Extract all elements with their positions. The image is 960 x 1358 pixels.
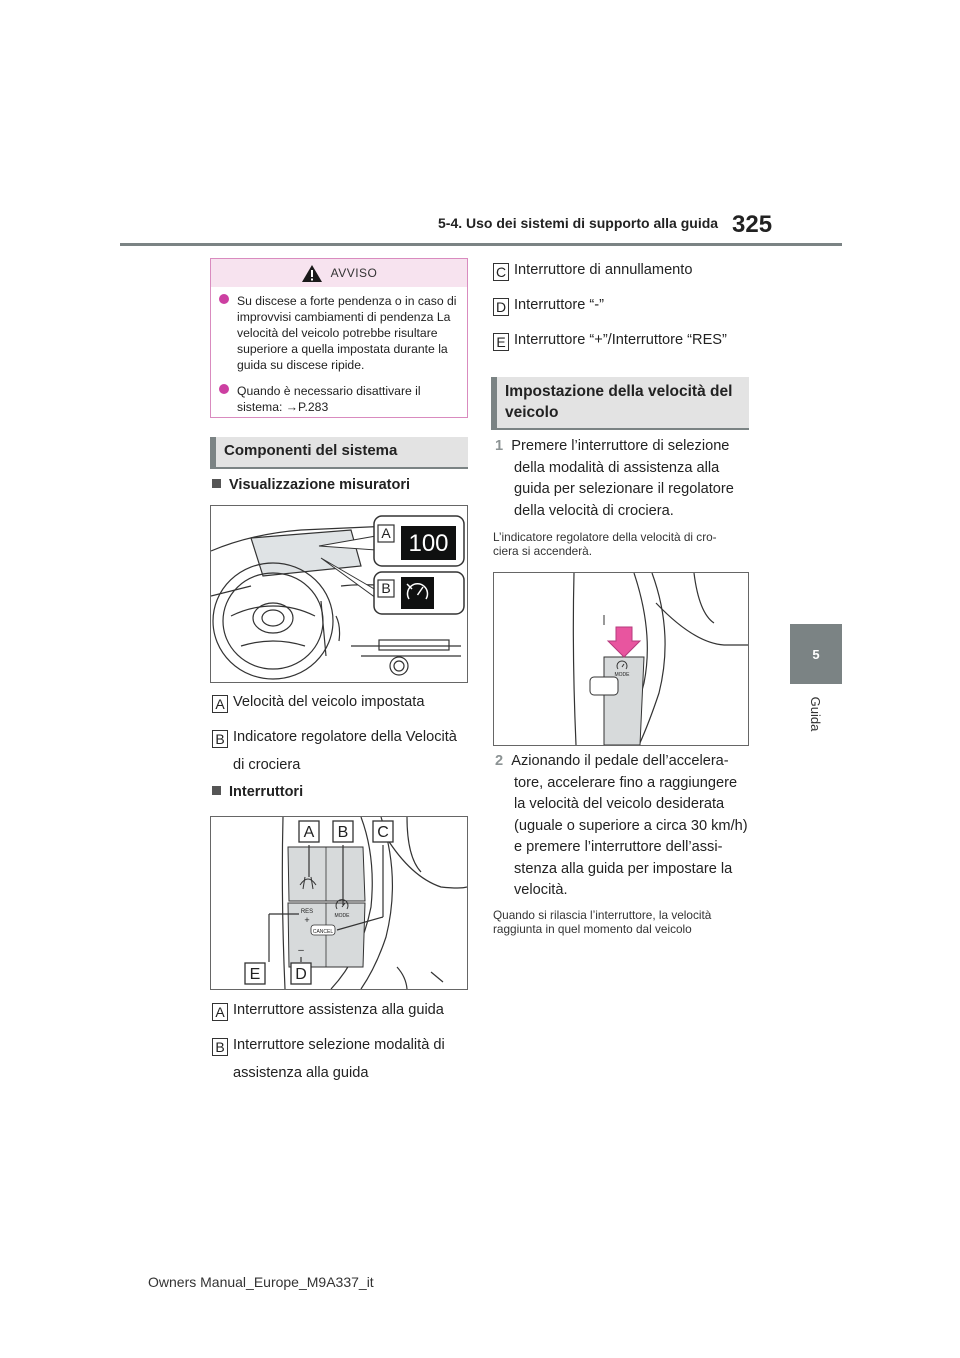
warning-title: AVVISO <box>330 266 378 280</box>
figure-switches <box>210 816 468 990</box>
subheading-switches: Interruttori <box>212 784 303 800</box>
footer-doc-id: Owners Manual_Europe_M9A337_it <box>148 1274 374 1290</box>
warning-item: Su discese a forte pendenza o in caso di improvvisi cambiamenti di pendenza La velocità del veicolo potrebbe risultare superiore a quella impostata durante la guida su discese ripide. <box>219 293 461 373</box>
warning-box <box>210 258 468 418</box>
legend-item: A Velocità del veicolo impostata <box>212 694 424 713</box>
step-1-note: L’indicatore regolatore della velocità di cro- ciera si accenderà. <box>493 530 717 558</box>
legend-item: B Interruttore selezione modalità di <box>212 1037 445 1056</box>
page-number: 325 <box>732 211 773 238</box>
legend-item: D Interruttore “-” <box>493 297 604 316</box>
svg-text:MODE: MODE <box>334 913 350 919</box>
callout-b: B <box>381 580 391 596</box>
svg-text:E: E <box>249 966 261 983</box>
figure-mode-switch <box>493 572 749 746</box>
section-header: 5-4. Uso dei sistemi di supporto alla guida <box>438 215 719 231</box>
svg-text:CANCEL: CANCEL <box>312 929 334 935</box>
press-arrow-icon <box>608 627 640 657</box>
legend-item: E Interruttore “+”/Interruttore “RES” <box>493 332 727 351</box>
svg-text:–: – <box>298 945 304 956</box>
section-heading-speed-setting: Impostazione della velocità del veicolo <box>491 377 749 428</box>
svg-text:A: A <box>303 824 315 841</box>
svg-text:RES: RES <box>300 909 314 915</box>
chapter-tab: 5 <box>790 624 842 684</box>
step-number: 1 <box>495 438 504 454</box>
step-1: 1 Premere l’interruttore di selezione della modalità di assistenza alla guida per selezionare il regolatore della velocità di crociera. <box>495 438 734 519</box>
mode-switch-illustration <box>494 573 748 745</box>
callout-a: A <box>381 525 391 541</box>
svg-text:+: + <box>304 915 310 925</box>
set-speed-readout: 100 <box>408 530 449 557</box>
legend-item: A Interruttore assistenza alla guida <box>212 1002 444 1021</box>
legend-item: C Interruttore di annullamento <box>493 262 692 281</box>
step-number: 2 <box>495 753 504 769</box>
bullet-icon <box>219 384 229 394</box>
svg-text:B: B <box>337 824 349 841</box>
bullet-icon <box>219 294 229 304</box>
legend-item-cont: di crociera <box>233 757 301 773</box>
svg-text:C: C <box>377 824 389 841</box>
legend-item: B Indicatore regolatore della Velocità <box>212 729 457 748</box>
section-heading-components: Componenti del sistema <box>210 437 468 467</box>
warning-item: Quando è necessario disattivare il sistema: →P.283 <box>219 383 461 415</box>
header-rule <box>120 243 842 246</box>
step-2-note: Quando si rilascia l’interruttore, la velocità raggiunta in quel momento dal veicolo <box>493 908 712 936</box>
svg-text:D: D <box>295 966 307 983</box>
dashboard-illustration <box>211 506 467 682</box>
warning-header <box>211 259 467 287</box>
legend-item-cont: assistenza alla guida <box>233 1065 369 1081</box>
chapter-label: Guida <box>808 696 824 732</box>
warning-triangle-icon <box>301 264 323 283</box>
step-2: 2 Azionando il pedale dell’accelera- tore, accelerare fino a raggiungere la velocità del veicolo desiderata (uguale o superiore a circa 30 km/h) e premere l’interruttore dell’assi- stenza alla guida per impostare la velocità. <box>495 753 748 898</box>
figure-dashboard <box>210 505 468 683</box>
subheading-gauge: Visualizzazione misuratori <box>212 477 410 493</box>
steering-switches-illustration <box>211 817 467 989</box>
svg-text:MODE: MODE <box>614 672 630 678</box>
